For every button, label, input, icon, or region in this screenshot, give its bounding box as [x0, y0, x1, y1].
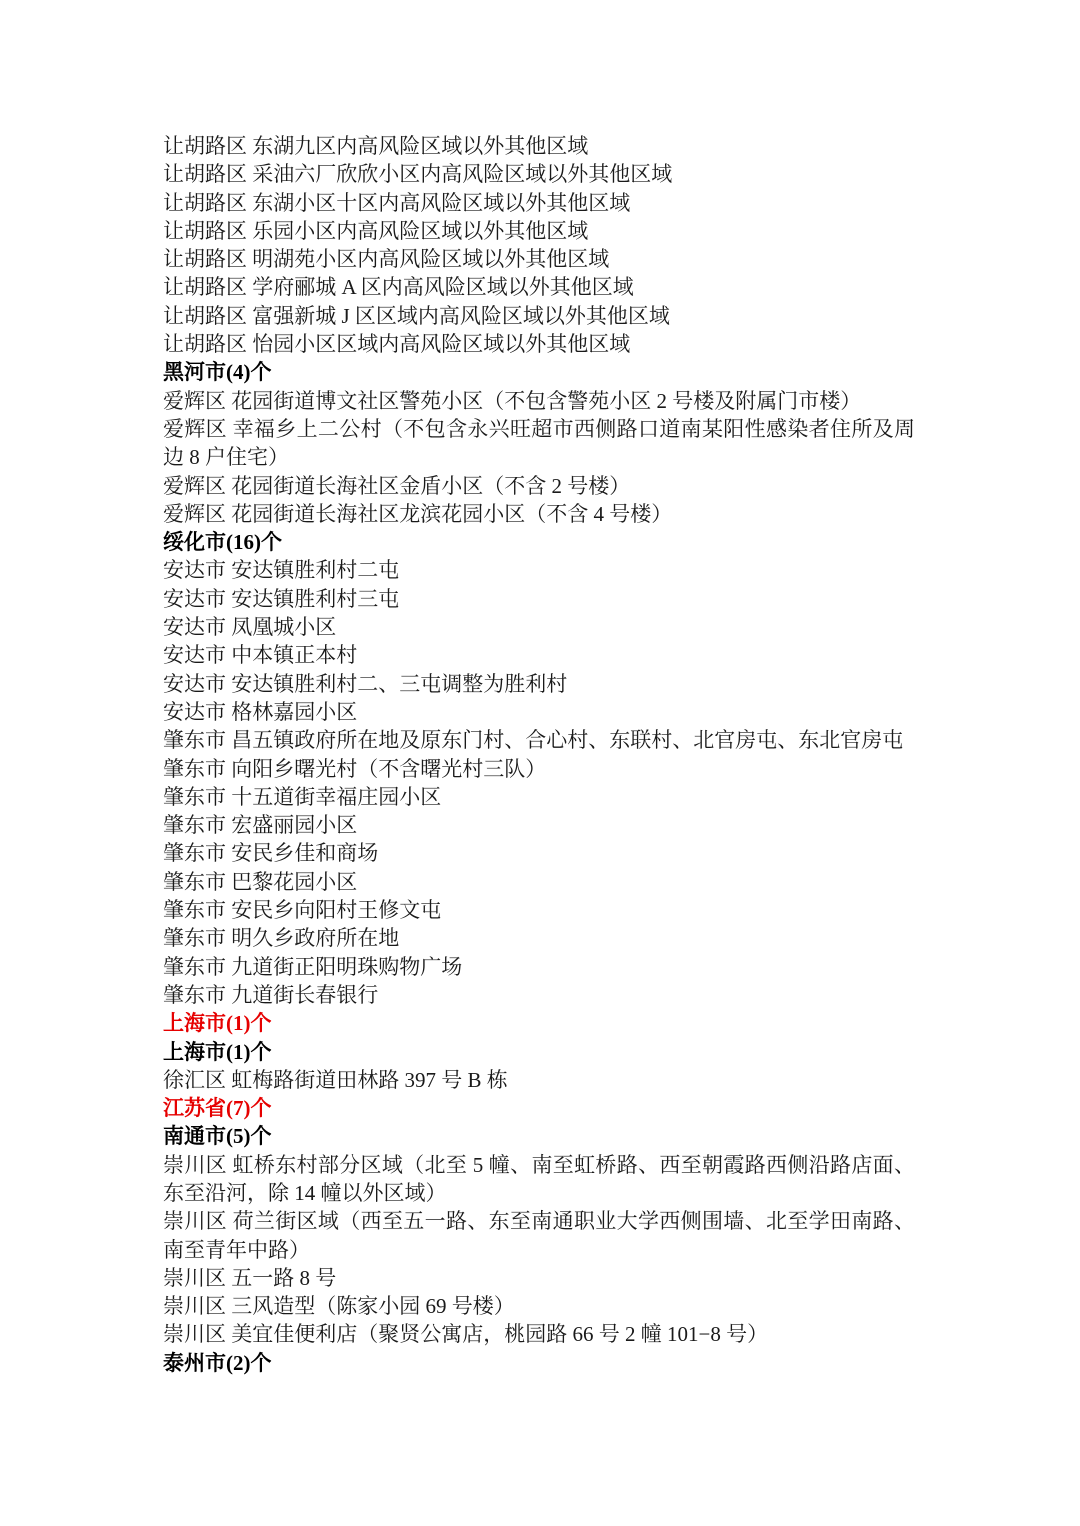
risk-area-entry: 让胡路区 东湖九区内高风险区域以外其他区域 — [163, 134, 589, 158]
risk-area-entry: 爱辉区 花园街道长海社区龙滨花园小区（不含 4 号楼） — [163, 501, 673, 526]
risk-area-entry: 让胡路区 东湖小区十区内高风险区域以外其他区域 — [163, 190, 631, 215]
province-count-header: 江苏省(7)个 — [163, 1096, 272, 1121]
risk-area-entry: 崇川区 美宜佳便利店（聚贤公寓店，桃园路 66 号 2 幢 101−8 号） — [163, 1322, 769, 1347]
risk-area-entry: 肇东市 宏盛丽园小区 — [163, 813, 358, 838]
risk-area-entry: 让胡路区 采油六厂欣欣小区内高风险区域以外其他区域 — [163, 162, 673, 187]
risk-area-entry: 肇东市 明久乡政府所在地 — [163, 926, 400, 951]
risk-area-entry: 让胡路区 富强新城 J 区区域内高风险区域以外其他区域 — [163, 303, 670, 328]
risk-area-entry: 肇东市 九道街正阳明珠购物广场 — [163, 954, 463, 979]
city-count-header: 上海市(1)个 — [163, 1039, 272, 1064]
risk-area-list — [163, 132, 915, 1377]
city-count-header: 绥化市(16)个 — [163, 530, 282, 555]
risk-area-entry: 让胡路区 乐园小区内高风险区域以外其他区域 — [163, 218, 589, 243]
risk-area-entry: 肇东市 安民乡佳和商场 — [163, 841, 379, 866]
province-count-header: 上海市(1)个 — [163, 1011, 272, 1036]
city-count-header: 南通市(5)个 — [163, 1124, 272, 1149]
risk-area-entry: 安达市 安达镇胜利村三屯 — [163, 586, 400, 611]
risk-area-entry: 爱辉区 花园街道博文社区警苑小区（不包含警苑小区 2 号楼及附属门市楼） — [163, 388, 862, 413]
risk-area-entry: 安达市 凤凰城小区 — [163, 615, 337, 640]
risk-area-entry: 徐汇区 虹梅路街道田林路 397 号 B 栋 — [163, 1067, 508, 1092]
risk-area-entry: 安达市 格林嘉园小区 — [163, 699, 358, 724]
risk-area-entry: 爱辉区 花园街道长海社区金盾小区（不含 2 号楼） — [163, 473, 631, 498]
risk-area-entry: 肇东市 十五道街幸福庄园小区 — [163, 784, 442, 809]
risk-area-entry: 崇川区 五一路 8 号 — [163, 1265, 337, 1290]
risk-area-entry: 崇川区 三风造型（陈家小园 69 号楼） — [163, 1294, 515, 1319]
risk-area-entry: 肇东市 向阳乡曙光村（不含曙光村三队） — [163, 756, 547, 781]
risk-area-entry: 肇东市 巴黎花园小区 — [163, 869, 358, 894]
risk-area-entry: 让胡路区 明湖苑小区内高风险区域以外其他区域 — [163, 247, 610, 272]
risk-area-entry: 让胡路区 学府郦城 A 区内高风险区域以外其他区域 — [163, 275, 634, 300]
risk-area-entry: 安达市 安达镇胜利村二、三屯调整为胜利村 — [163, 671, 568, 696]
risk-area-entry: 崇川区 虹桥东村部分区域（北至 5 幢、南至虹桥路、西至朝霞路西侧沿路店面、东至沿河，除 14 幢以外区域） — [163, 1152, 915, 1205]
city-count-header: 泰州市(2)个 — [163, 1350, 272, 1375]
risk-area-entry: 让胡路区 怡园小区区域内高风险区域以外其他区域 — [163, 332, 631, 357]
risk-area-entry: 崇川区 荷兰街区域（西至五一路、东至南通职业大学西侧围墙、北至学田南路、南至青年中路） — [163, 1209, 915, 1262]
risk-area-entry: 肇东市 昌五镇政府所在地及原东门村、合心村、东联村、北官房屯、东北官房屯 — [163, 728, 904, 753]
city-count-header: 黑河市(4)个 — [163, 360, 272, 385]
risk-area-entry: 爱辉区 幸福乡上二公村（不包含永兴旺超市西侧路口道南某阳性感染者住所及周边 8 户住宅） — [163, 416, 915, 470]
risk-area-entry: 安达市 安达镇胜利村二屯 — [163, 558, 400, 583]
risk-area-entry: 肇东市 安民乡向阳村王修文屯 — [163, 898, 442, 923]
risk-area-entry: 安达市 中本镇正本村 — [163, 643, 358, 668]
risk-area-entry: 肇东市 九道街长春银行 — [163, 982, 379, 1007]
